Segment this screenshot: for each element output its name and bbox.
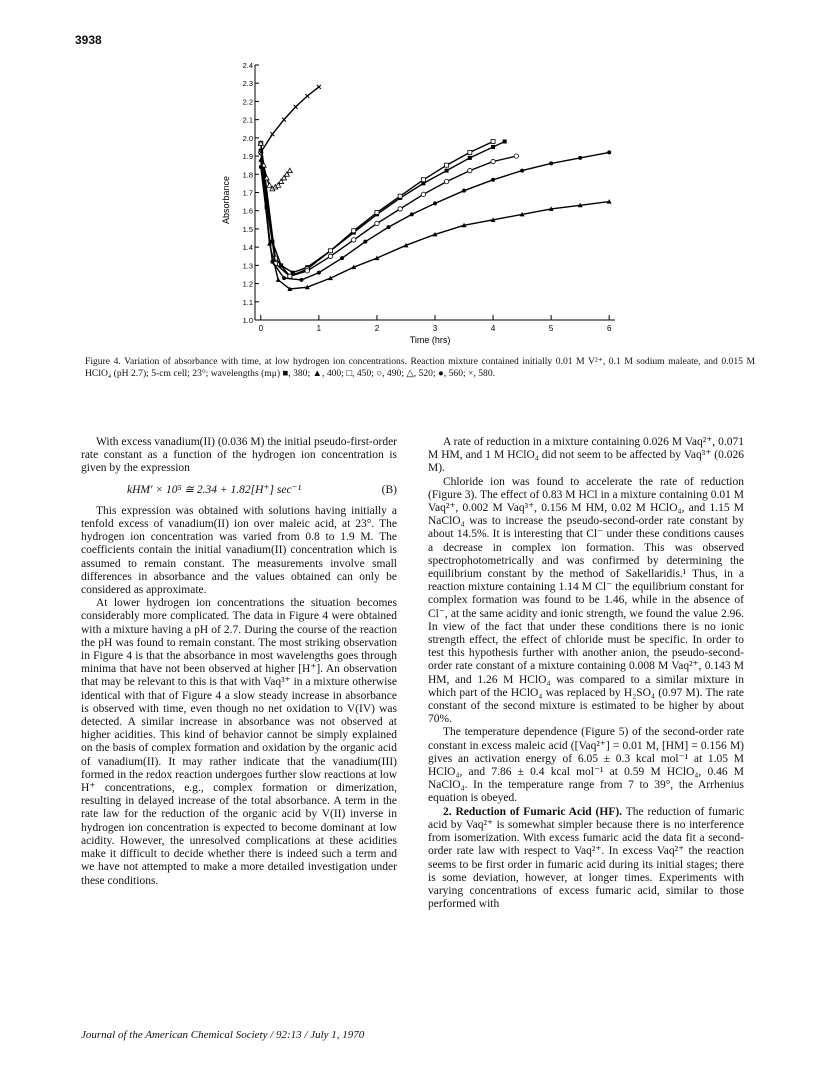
- data-point: [410, 212, 414, 216]
- data-point: [287, 168, 292, 173]
- y-tick-label: 2.2: [242, 97, 253, 107]
- equation-text: kHM′ × 10⁵ ≅ 2.34 + 1.82[H⁺] sec⁻¹: [127, 483, 302, 496]
- y-tick-label: 1.5: [242, 224, 253, 234]
- y-tick-label: 1.7: [242, 188, 253, 198]
- data-point: [328, 254, 332, 258]
- journal-footer: Journal of the American Chemical Society / 92:13 / July 1, 1970: [81, 1029, 365, 1041]
- data-point: [462, 189, 466, 193]
- data-point: [294, 105, 298, 109]
- data-point: [491, 140, 495, 144]
- data-point: [282, 118, 286, 122]
- figure-caption: Figure 4. Variation of absorbance with time, at low hydrogen ion concentrations. Reaction mixture contained initially 0.01 M V²⁺, 0.1 M sodium maleate, and 0.015 M HClO₄ (pH 2.7); 5-cm cell; 23°; wavelengths (mμ) ■, 380; ▲, 400; □, 450; ○, 490; △, 520; ●, 560; ×, 580.: [85, 356, 755, 379]
- paragraph: With excess vanadium(II) (0.036 M) the initial pseudo-first-order rate constant as a function of the hydrogen ion concentration is given by the expression: [81, 436, 398, 475]
- data-point: [421, 178, 425, 182]
- series-line: [261, 152, 609, 280]
- data-point: [299, 278, 303, 282]
- paragraph: At lower hydrogen ion concentrations the situation becomes considerably more complicated. The data in Figure 4 were obtained with a mixture having a pH of 2.7. During the course of the reaction the pH was found to remain constant. The most striking observation in Figure 4 is that the absorbance in most wavelengths goes through minima that have not been observed at higher [H⁺]. An observation that may be relevant to this is that with Vaq³⁺ in a mixture otherwise identical with that of Figure 4 a slow steady increase in absorbance is observed with time, even though no net oxidation to V(IV) was detected. A similar increase in absorbance was not observed at higher acidities. This kind of behavior cannot be simply explained on the basis of complex formation and oxidation by the organic acid of vanadium(II). It may rather indicate that the vanadium(III) formed in the redox reaction undergoes further slow reactions at low H⁺ concentrations, e.g., complex formation or dimerization, resulting in delayed increase of the total absorbance. A term in the rate law for the reduction of the organic acid by V(II) inverse in hydrogen ion concentration is expected to become dominant at low acidity. However, the unresolved complications at these acidities make it difficult to decide whether there is indeed such a term and we have not attempted to make a more detailed investigation under these conditions.: [81, 597, 397, 887]
- data-point: [491, 159, 495, 163]
- series-line: [261, 142, 505, 273]
- data-point: [317, 271, 321, 275]
- data-point: [520, 169, 524, 173]
- data-point: [259, 165, 263, 169]
- data-point: [282, 276, 286, 280]
- chart-marks: [258, 85, 611, 291]
- series-line: [261, 87, 319, 152]
- data-point: [363, 240, 367, 244]
- data-point: [491, 145, 495, 149]
- x-tick-label: 4: [490, 324, 496, 333]
- data-point: [387, 225, 391, 229]
- y-tick-label: 1.4: [242, 243, 253, 253]
- y-tick-label: 1.3: [242, 261, 253, 271]
- y-tick-label: 2.1: [242, 115, 253, 125]
- data-point: [267, 183, 272, 187]
- data-point: [276, 277, 281, 282]
- data-point: [421, 192, 425, 196]
- data-point: [375, 211, 379, 215]
- right-column: [428, 436, 744, 911]
- x-tick-label: 6: [606, 324, 612, 333]
- section-heading: 2. Reduction of Fumaric Acid (HF).: [443, 805, 623, 818]
- y-tick-label: 1.9: [242, 152, 253, 162]
- chart-axes: [243, 61, 615, 333]
- data-point: [444, 179, 448, 183]
- equation-label: (B): [381, 483, 397, 496]
- x-tick-label: 0: [258, 324, 264, 333]
- data-point: [398, 194, 402, 198]
- data-point: [398, 207, 402, 211]
- absorbance-chart: [215, 55, 635, 355]
- x-tick-label: 1: [316, 324, 322, 333]
- data-point: [328, 249, 332, 253]
- y-tick-label: 1.1: [242, 297, 253, 307]
- data-point: [549, 161, 553, 165]
- y-axis-label: Absorbance: [221, 175, 231, 225]
- data-point: [468, 156, 472, 160]
- data-point: [270, 260, 274, 264]
- left-column: [81, 436, 397, 888]
- data-point: [468, 168, 472, 172]
- data-point: [578, 156, 582, 160]
- y-tick-label: 2.3: [242, 79, 253, 89]
- data-point: [352, 229, 356, 233]
- y-tick-label: 2.4: [242, 61, 253, 70]
- paragraph-text: The reduction of fumaric acid by Vaq²⁺ is somewhat simpler because there is no interference from isomerization. With excess fumaric acid the data fit a second-order rate law with respect to Vaq²⁺. In excess Vaq²⁺ the reaction seems to be first order in fumaric acid during its initial stages; there is some deviation, however, at longer times. Experiments with varying concentrations of excess fumaric acid, similar to those performed with: [428, 805, 744, 911]
- paragraph: A rate of reduction in a mixture containing 0.026 M Vaq²⁺, 0.071 M HM, and 1 M HClO₄ did not seem to be affected by Vaq³⁺ (0.026 M).: [428, 436, 744, 475]
- y-tick-label: 1.2: [242, 279, 253, 289]
- y-tick-label: 1.0: [242, 316, 253, 325]
- data-point: [503, 140, 507, 144]
- data-point: [317, 85, 321, 89]
- data-point: [270, 132, 274, 136]
- data-point: [491, 178, 495, 182]
- data-point: [352, 238, 356, 242]
- y-tick-label: 1.6: [242, 206, 253, 216]
- y-tick-label: 2.0: [242, 133, 253, 143]
- series-line: [261, 160, 609, 289]
- x-tick-label: 2: [374, 324, 380, 333]
- data-point: [288, 274, 292, 278]
- data-point: [305, 269, 309, 273]
- data-point: [607, 150, 611, 154]
- x-tick-label: 5: [548, 324, 554, 333]
- series-line: [261, 152, 517, 276]
- paragraph: The temperature dependence (Figure 5) of the second-order rate constant in excess maleic acid ([Vaq²⁺] = 0.01 M, [HM] = 0.156 M) gives an activation energy of 6.05 ± 0.3 kcal mol⁻¹ at 1.05 M HClO₄, and 7.86 ± 0.4 kcal mol⁻¹ at 0.59 M HClO₄, 0.46 M NaClO₄. In the temperature range from 7 to 39°, the Arrhenius equation is obeyed.: [428, 726, 744, 805]
- data-point: [468, 150, 472, 154]
- paragraph: [428, 806, 744, 912]
- data-point: [514, 154, 518, 158]
- data-point: [305, 94, 309, 98]
- x-axis-label: Time (hrs): [409, 335, 451, 345]
- paragraph: Chloride ion was found to accelerate the rate of reduction (Figure 3). The effect of 0.83 M HCl in a mixture containing 0.01 M Vaq²⁺, 0.002 M Vaq³⁺, 0.156 M HM, 0.02 M HClO₄, and 1.15 M NaClO₄ was to increase the pseudo-second-order rate constant by about 14.5%. It is interesting that Cl⁻ under these conditions causes a decrease in complex ion formation. This was observed spectrophotometrically and was confirmed by determining the equilibrium constant by the method of Sakellaridis.¹ Thus, in a reaction mixture containing 1.14 M Cl⁻ the equilibrium constant for complex formation was found to be 1.46, while in the absence of Cl⁻, at the same acidity and ionic strength, we found the value 2.96. In view of the fact that under these conditions there is no ionic strength effect, the effect of chloride must be specific. In order to test this hypothesis further with another anion, the pseudo-second-order rate constant of a mixture containing 0.008 M Vaq²⁺, 0.143 M HM, and 1.26 M HClO₄ was compared to a similar mixture in which part of the HClO₄ was replaced by H₂SO₄ (0.97 M). The rate constant of the second mixture is estimated to be higher by about 70%.: [428, 475, 744, 726]
- equation-b: [81, 484, 397, 497]
- data-point: [375, 221, 379, 225]
- paragraph: This expression was obtained with solutions having initially a tenfold excess of vanadium(II) ion over maleic acid, at 23°. The hydrogen ion concentration was varied from 0.8 to 1.9 M. The coefficients contain the initial vanadium(II) concentration which is assumed to remain constant. The measurements involve small differences in absorbance and the values obtained can only be considered as approximate.: [81, 504, 397, 597]
- data-point: [340, 256, 344, 260]
- x-tick-label: 3: [432, 324, 438, 333]
- data-point: [433, 201, 437, 205]
- y-tick-label: 1.8: [242, 170, 253, 180]
- data-point: [445, 169, 449, 173]
- page-number: 3938: [75, 33, 102, 47]
- data-point: [445, 163, 449, 167]
